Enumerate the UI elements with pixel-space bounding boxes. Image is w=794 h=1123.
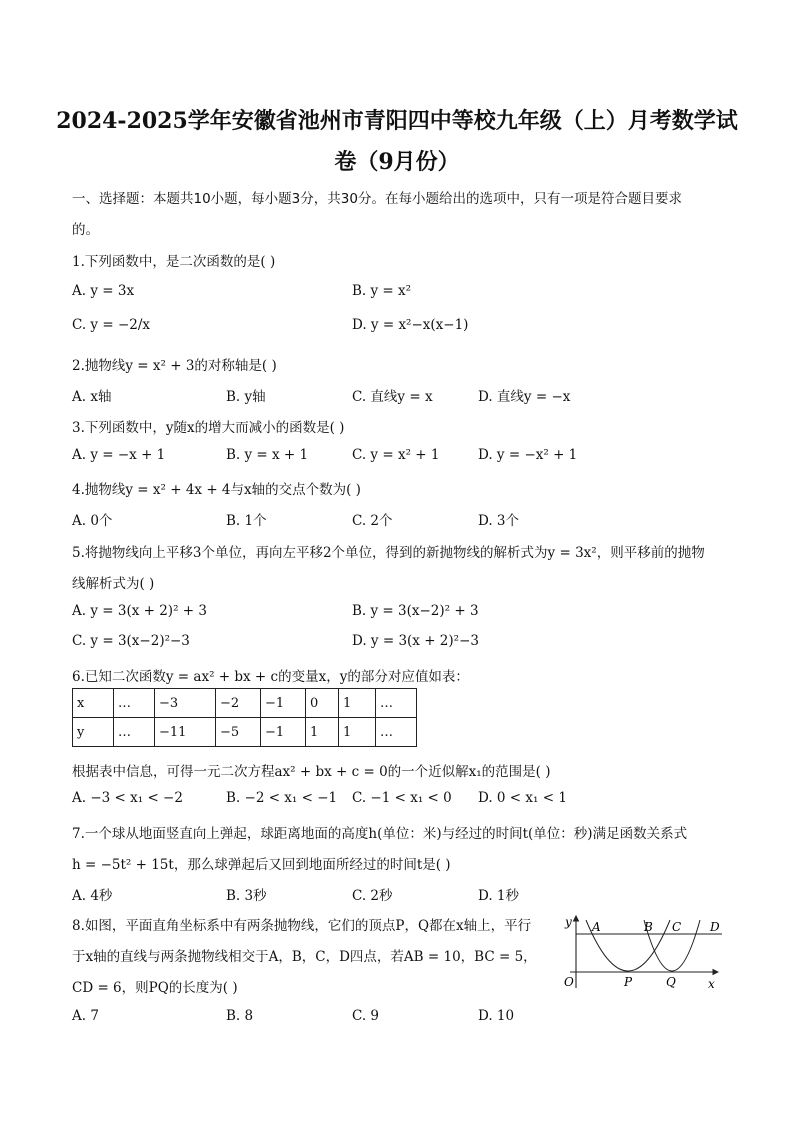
q8-stem-line2: 于x轴的直线与两条抛物线相交于A，B，C，D四点，若AB = 10，BC = 5， [72, 949, 537, 965]
table-cell: 1 [339, 689, 376, 718]
table-cell: 1 [339, 718, 376, 747]
q8-option-b: B. 8 [226, 1008, 254, 1024]
table-row [73, 689, 417, 718]
q6-option-c: C. −1 < x₁ < 0 [352, 790, 452, 806]
table-cell: x [73, 689, 114, 718]
page-title-line1: 2024-2025学年安徽省池州市青阳四中等校九年级（上）月考数学试 [56, 108, 738, 134]
label-a: A [592, 920, 601, 934]
q7-stem-line1: 7.一个球从地面竖直向上弹起，球距离地面的高度h(单位：米)与经过的时间t(单位：秒)满足函数关系式 [72, 826, 688, 842]
section-header-line1: 一、选择题：本题共10小题，每小题3分，共30分。在每小题给出的选项中，只有一项是符合题目要求 [72, 191, 682, 207]
q1-option-c: C. y = −2/x [72, 317, 151, 333]
table-cell: −3 [155, 689, 216, 718]
q4-option-c: C. 2个 [352, 513, 393, 529]
table-row [73, 718, 417, 747]
q4-stem: 4.抛物线y = x² + 4x + 4与x轴的交点个数为( ) [72, 482, 361, 498]
label-y: y [565, 915, 572, 929]
q6-option-b: B. −2 < x₁ < −1 [226, 790, 338, 806]
q1-option-a: A. y = 3x [72, 283, 135, 299]
q8-option-c: C. 9 [352, 1008, 380, 1024]
q6-option-d: D. 0 < x₁ < 1 [478, 790, 567, 806]
table-cell: −5 [216, 718, 261, 747]
q8-option-d: D. 10 [478, 1008, 515, 1024]
q6-value-table [72, 688, 417, 747]
q5-stem-line1: 5.将抛物线向上平移3个单位，再向左平移2个单位，得到的新抛物线的解析式为y = 3x²，则平移前的抛物 [72, 545, 705, 561]
q7-option-d: D. 1秒 [478, 888, 520, 904]
label-p: P [624, 975, 633, 989]
table-cell: … [376, 689, 417, 718]
table-cell: 0 [306, 689, 339, 718]
table-cell: −11 [155, 718, 216, 747]
page-title-line2: 卷（9月份） [334, 149, 460, 175]
label-q: Q [666, 975, 676, 989]
q7-option-a: A. 4秒 [72, 888, 113, 904]
q3-option-a: A. y = −x + 1 [72, 447, 166, 463]
q3-option-d: D. y = −x² + 1 [478, 447, 578, 463]
q4-option-d: D. 3个 [478, 513, 520, 529]
q4-option-b: B. 1个 [226, 513, 267, 529]
q5-option-b: B. y = 3(x−2)² + 3 [352, 603, 479, 619]
label-b: B [644, 920, 653, 934]
q7-stem-line2: h = −5t² + 15t，那么球弹起后又回到地面所经过的时间t是( ) [72, 857, 451, 873]
label-c: C [672, 920, 682, 934]
q3-stem: 3.下列函数中，y随x的增大而减小的函数是( ) [72, 420, 345, 436]
q8-option-a: A. 7 [72, 1008, 99, 1024]
q2-option-d: D. 直线y = −x [478, 389, 571, 405]
q6-stem-line2: 根据表中信息，可得一元二次方程ax² + bx + c = 0的一个近似解x₁的范围是( ) [72, 764, 551, 780]
label-o: O [564, 975, 574, 989]
label-x: x [708, 977, 715, 991]
q6-option-a: A. −3 < x₁ < −2 [72, 790, 183, 806]
table-cell: … [376, 718, 417, 747]
q5-stem-line2: 线解析式为( ) [72, 576, 155, 592]
q8-stem-line3: CD = 6，则PQ的长度为( ) [72, 980, 238, 996]
q8-stem-line1: 8.如图，平面直角坐标系中有两条抛物线，它们的顶点P，Q都在x轴上，平行 [72, 918, 532, 934]
q5-option-d: D. y = 3(x + 2)²−3 [352, 633, 479, 649]
q1-option-d: D. y = x²−x(x−1) [352, 317, 469, 333]
q5-option-c: C. y = 3(x−2)²−3 [72, 633, 190, 649]
q2-option-a: A. x轴 [72, 389, 112, 405]
table-cell: −2 [216, 689, 261, 718]
table-cell: … [114, 718, 155, 747]
q2-option-b: B. y轴 [226, 389, 266, 405]
table-cell: −1 [261, 718, 306, 747]
q2-option-c: C. 直线y = x [352, 389, 433, 405]
q7-option-b: B. 3秒 [226, 888, 267, 904]
q6-stem: 6.已知二次函数y = ax² + bx + c的变量x，y的部分对应值如表： [72, 669, 469, 685]
label-d: D [710, 920, 720, 934]
section-header-line2: 的。 [72, 222, 99, 238]
q4-option-a: A. 0个 [72, 513, 113, 529]
q3-option-b: B. y = x + 1 [226, 447, 309, 463]
q2-stem: 2.抛物线y = x² + 3的对称轴是( ) [72, 358, 277, 374]
table-cell: … [114, 689, 155, 718]
q3-option-c: C. y = x² + 1 [352, 447, 440, 463]
q1-option-b: B. y = x² [352, 283, 412, 299]
q5-option-a: A. y = 3(x + 2)² + 3 [72, 603, 207, 619]
table-cell: 1 [306, 718, 339, 747]
table-cell: y [73, 718, 114, 747]
q8-parabola-figure [560, 910, 725, 992]
table-cell: −1 [261, 689, 306, 718]
q7-option-c: C. 2秒 [352, 888, 393, 904]
q1-stem: 1.下列函数中，是二次函数的是( ) [72, 254, 276, 270]
